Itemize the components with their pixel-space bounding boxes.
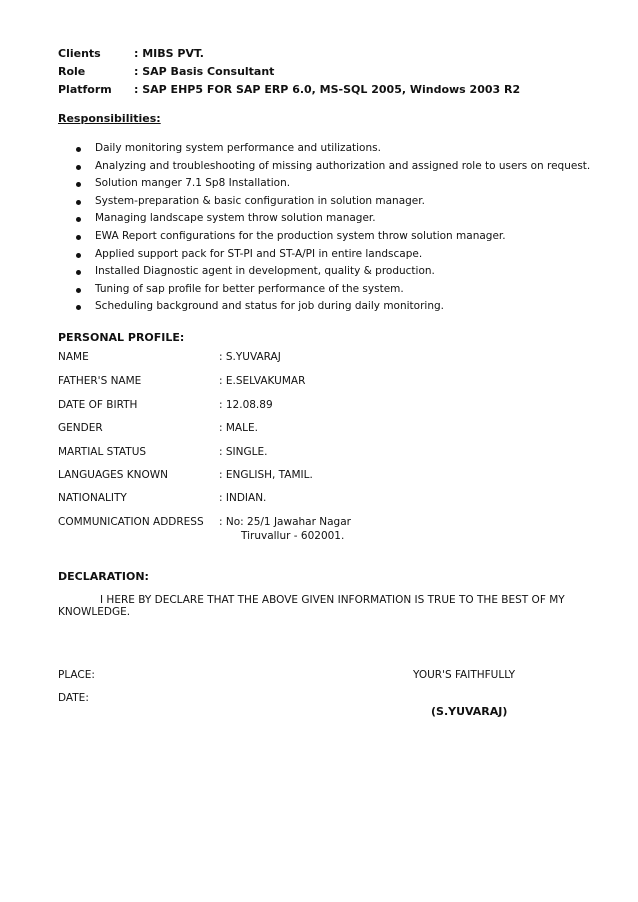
profile-label: NAME [58,351,89,363]
responsibilities-heading: Responsibilities: [58,112,161,125]
profile-label: NATIONALITY [58,492,127,504]
profile-value: : ENGLISH, TAMIL. [219,469,313,481]
profile-label: MARTIAL STATUS [58,446,147,458]
clients-label: Clients [58,47,101,60]
list-item: EWA Report configurations for the production system throw solution manager. [76,228,590,246]
list-item: Installed Diagnostic agent in development, quality & production. [76,263,590,281]
place-label: PLACE: [58,669,95,681]
bullet-icon [76,235,81,240]
closing-text: YOUR'S FAITHFULLY [413,669,516,681]
personal-profile-heading: PERSONAL PROFILE: [58,331,185,344]
profile-value-line2: Tiruvallur - 602001. [241,530,345,542]
bullet-icon [76,200,81,205]
role-value: : SAP Basis Consultant [134,65,275,78]
list-item: System-preparation & basic configuration in solution manager. [76,193,590,211]
profile-label: DATE OF BIRTH [58,399,138,411]
profile-value: : INDIAN. [219,492,267,504]
role-label: Role [58,65,86,78]
bullet-icon [76,288,81,293]
profile-value: : S.YUVARAJ [219,351,281,363]
bullet-icon [76,305,81,310]
declaration-text-line1: I HERE BY DECLARE THAT THE ABOVE GIVEN INFORMATION IS TRUE TO THE BEST OF MY [100,594,565,606]
date-label: DATE: [58,692,89,704]
declaration-text-line2: KNOWLEDGE. [58,606,131,618]
clients-value: : MIBS PVT. [134,47,204,60]
profile-value: : 12.08.89 [219,399,273,411]
profile-label: LANGUAGES KNOWN [58,469,168,481]
profile-value: : SINGLE. [219,446,268,458]
profile-label: COMMUNICATION ADDRESS [58,516,204,528]
responsibilities-list [76,140,590,316]
list-item: Analyzing and troubleshooting of missing authorization and assigned role to users on request. [76,158,590,176]
list-item: Daily monitoring system performance and utilizations. [76,140,590,158]
list-item: Managing landscape system throw solution manager. [76,210,590,228]
bullet-icon [76,165,81,170]
bullet-icon [76,270,81,275]
profile-value: : MALE. [219,422,258,434]
bullet-icon [76,182,81,187]
bullet-icon [76,253,81,258]
signature-name: (S.YUVARAJ) [431,705,508,718]
profile-label: GENDER [58,422,103,434]
list-item: Applied support pack for ST-PI and ST-A/PI in entire landscape. [76,246,590,264]
profile-value: : E.SELVAKUMAR [219,375,306,387]
bullet-icon [76,217,81,222]
bullet-icon [76,147,81,152]
profile-label: FATHER'S NAME [58,375,142,387]
list-item: Tuning of sap profile for better performance of the system. [76,281,590,299]
list-item: Scheduling background and status for job during daily monitoring. [76,298,590,316]
platform-value: : SAP EHP5 FOR SAP ERP 6.0, MS-SQL 2005, Windows 2003 R2 [134,83,521,96]
list-item: Solution manger 7.1 Sp8 Installation. [76,175,590,193]
platform-label: Platform [58,83,112,96]
declaration-heading: DECLARATION: [58,570,149,583]
profile-value: : No: 25/1 Jawahar Nagar [219,516,351,528]
